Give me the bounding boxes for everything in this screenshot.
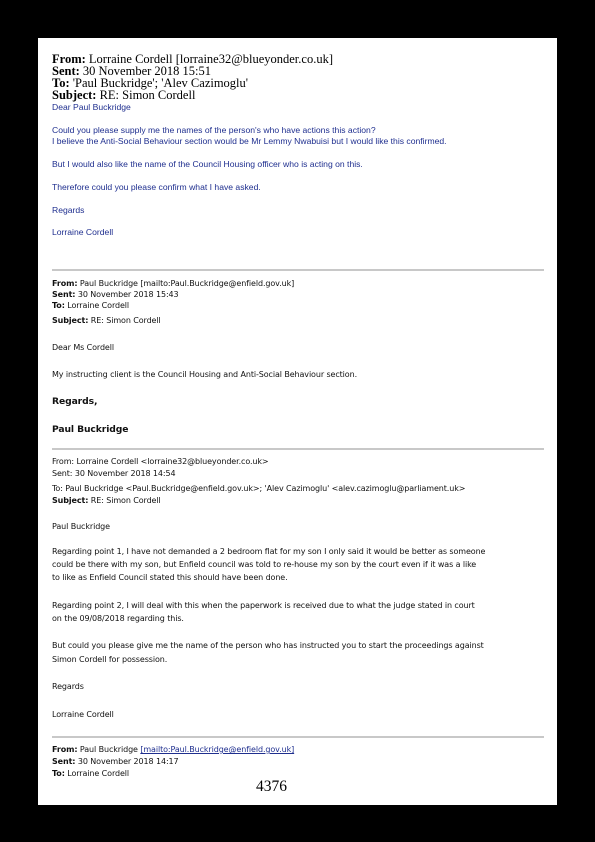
email1-sent-value: 30 November 2018 15:51	[82, 64, 212, 78]
email4-from-name: Paul Buckridge	[79, 745, 138, 754]
email2-subject-line	[52, 315, 161, 326]
email1-subject-label: Subject:	[52, 88, 97, 102]
email3-body-line: Simon Cordell for possession.	[52, 655, 168, 664]
email2-sent-line	[52, 289, 179, 300]
email3-body-line: could be there with my son, but Enfield council was told to re-house my son by the court even if it was a like	[52, 560, 477, 569]
email1-body-line: But I would also like the name of the Council Housing officer who is acting on this.	[52, 159, 363, 169]
email2-to-value: Lorraine Cordell	[67, 301, 130, 310]
email3-signature: Lorraine Cordell	[52, 710, 114, 719]
email3-from-line: From: Lorraine Cordell <lorraine32@blueyonder.co.uk>	[52, 457, 269, 466]
email1-greeting: Dear Paul Buckridge	[52, 102, 131, 112]
email1-to-value: 'Paul Buckridge'; 'Alev Cazimoglu'	[72, 76, 249, 90]
email1-signature: Lorraine Cordell	[52, 227, 114, 237]
email2-greeting: Dear Ms Cordell	[52, 343, 115, 352]
email2-subject-value: RE: Simon Cordell	[90, 316, 161, 325]
email2-body: My instructing client is the Council Housing and Anti-Social Behaviour section.	[52, 370, 358, 379]
email1-subject-line	[52, 89, 195, 101]
email3-sent-line: Sent: 30 November 2018 14:54	[52, 469, 176, 478]
email1-from-label: From:	[52, 52, 86, 66]
email1-body-line: Therefore could you please confirm what I have asked.	[52, 182, 261, 192]
email2-from-value: Paul Buckridge [mailto:Paul.Buckridge@enfield.gov.uk]	[79, 279, 295, 288]
email1-from-value: Lorraine Cordell [lorraine32@blueyonder.co.uk]	[88, 52, 333, 66]
email1-body-line: Could you please supply me the names of the person's who have actions this action?	[52, 125, 376, 135]
email4-from-label: From:	[52, 745, 78, 754]
email3-body-line: to like as Enfield Council stated this should have been done.	[52, 573, 288, 582]
email2-to-line	[52, 300, 129, 311]
email2-from-label: From:	[52, 279, 78, 288]
email4-to-label: To:	[52, 769, 65, 778]
email1-body-line: I believe the Anti-Social Behaviour section would be Mr Lemmy Nwabuisi but I would like this confirmed.	[52, 136, 447, 146]
email3-body-line: Regarding point 2, I will deal with this when the paperwork is received due to what the judge stated in court	[52, 601, 475, 610]
page-number: 4376	[256, 778, 287, 795]
email3-greeting: Paul Buckridge	[52, 522, 110, 531]
email2-sent-label: Sent:	[52, 290, 76, 299]
separator-rule	[52, 448, 544, 450]
email1-subject-value: RE: Simon Cordell	[99, 88, 196, 102]
email1-to-label: To:	[52, 76, 70, 90]
email3-subject-line	[52, 495, 161, 506]
separator-rule	[52, 736, 544, 738]
email4-sent-line	[52, 756, 179, 767]
email4-to-value: Lorraine Cordell	[67, 769, 130, 778]
email2-signature: Paul Buckridge	[52, 424, 129, 435]
email2-subject-label: Subject:	[52, 316, 89, 325]
email3-body-line: Regarding point 1, I have not demanded a 2 bedroom flat for my son I only said it would be better as someone	[52, 547, 486, 556]
document-page	[38, 38, 557, 805]
email2-from-line	[52, 278, 294, 289]
email4-from-line	[52, 744, 294, 755]
email1-sent-label: Sent:	[52, 64, 80, 78]
email4-sent-value: 30 November 2018 14:17	[77, 757, 179, 766]
email1-regards: Regards	[52, 205, 85, 215]
email4-mailto-link[interactable]: [mailto:Paul.Buckridge@enfield.gov.uk]	[140, 745, 295, 754]
email4-to-line	[52, 768, 129, 779]
email2-sent-value: 30 November 2018 15:43	[77, 290, 179, 299]
email2-regards: Regards,	[52, 396, 98, 407]
email3-subject-label: Subject:	[52, 496, 89, 505]
email2-to-label: To:	[52, 301, 65, 310]
separator-rule	[52, 269, 544, 271]
email3-to-line: To: Paul Buckridge <Paul.Buckridge@enfield.gov.uk>; 'Alev Cazimoglu' <alev.cazimoglu@parliament.uk>	[52, 484, 466, 493]
email3-body-line: on the 09/08/2018 regarding this.	[52, 614, 184, 623]
email3-regards: Regards	[52, 682, 84, 691]
email3-body-line: But could you please give me the name of the person who has instructed you to start the proceedings against	[52, 641, 484, 650]
email3-subject-value: RE: Simon Cordell	[90, 496, 161, 505]
email4-sent-label: Sent:	[52, 757, 76, 766]
